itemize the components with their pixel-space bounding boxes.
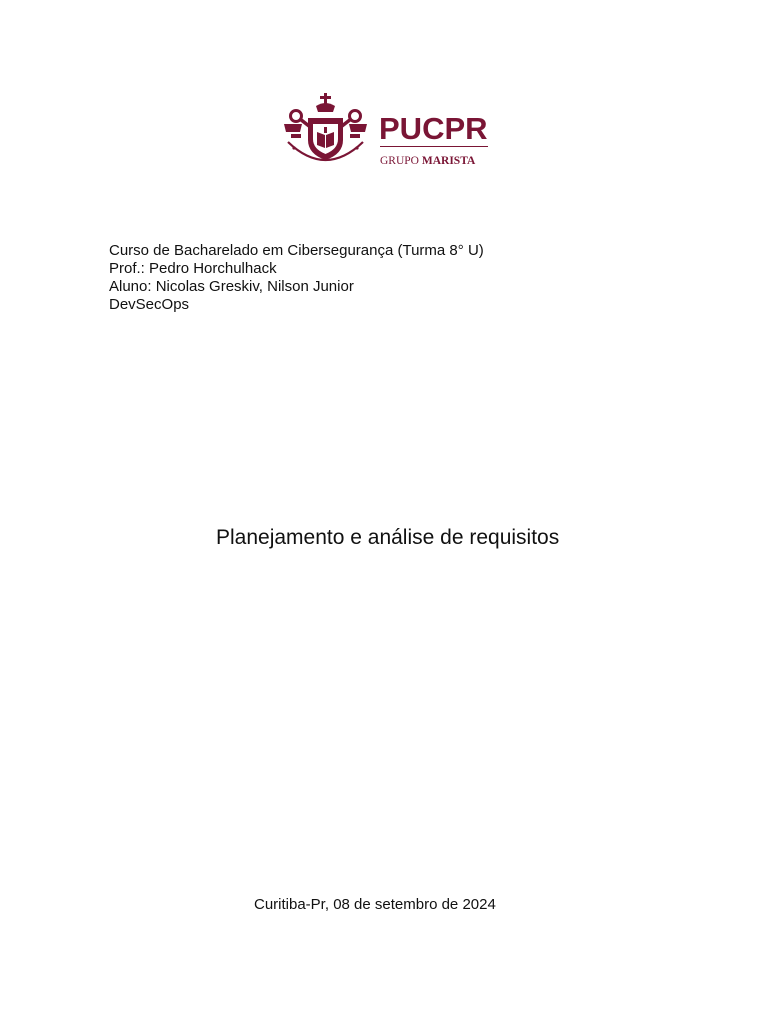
- logo-subtitle: GRUPO MARISTA: [380, 155, 476, 167]
- pucpr-logo: [272, 88, 498, 178]
- header-info: [109, 242, 484, 314]
- place-date: Curitiba-Pr, 08 de setembro de 2024: [254, 896, 496, 913]
- professor-line: Prof.: Pedro Horchulhack: [109, 260, 277, 277]
- logo-wordmark: PUCPR: [379, 111, 488, 146]
- students-line: Aluno: Nicolas Greskiv, Nilson Junior: [109, 278, 354, 295]
- discipline-line: DevSecOps: [109, 296, 190, 313]
- course-line: Curso de Bacharelado em Cibersegurança (Turma 8° U): [109, 242, 484, 259]
- document-title: Planejamento e análise de requisitos: [216, 526, 560, 549]
